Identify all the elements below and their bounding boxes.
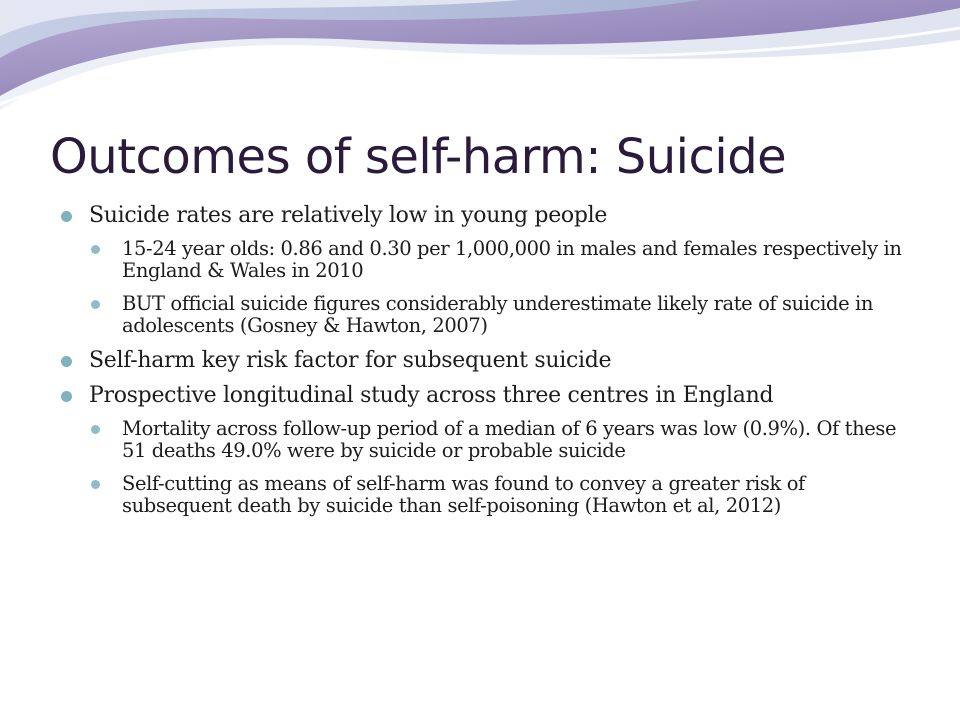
sub-bullet-item: [89, 473, 912, 517]
sub-bullet-dot-icon: [91, 245, 100, 254]
sub-bullet-text: Self-cutting as means of self-harm was found to convey a greater risk of subsequent death by suicide than self-poisoning (Hawton et al, 2012): [122, 472, 805, 517]
bullet-list: [58, 203, 918, 528]
sub-bullet-item: [89, 238, 912, 282]
bullet-text: Self-harm key risk factor for subsequent suicide: [89, 348, 612, 373]
sub-bullet-dot-icon: [91, 480, 100, 489]
sub-bullet-item: [89, 293, 912, 337]
sub-bullet-text: 15-24 year olds: 0.86 and 0.30 per 1,000,000 in males and females respectively in England & Wales in 2010: [122, 237, 902, 282]
sub-bullet-text: BUT official suicide figures considerably underestimate likely rate of suicide in adolescents (Gosney & Hawton, 2007): [122, 292, 874, 337]
sub-bullet-list: [89, 238, 918, 337]
sub-bullet-dot-icon: [91, 300, 100, 309]
sub-bullet-list: [89, 418, 918, 517]
bullet-text: Prospective longitudinal study across three centres in England: [89, 383, 774, 408]
bullet-item: [58, 348, 918, 373]
bullet-item: [58, 203, 918, 337]
bullet-dot-icon: [61, 391, 72, 402]
sub-bullet-item: [89, 418, 912, 462]
sub-bullet-text: Mortality across follow-up period of a median of 6 years was low (0.9%). Of these 51 deaths 49.0% were by suicide or probable suicide: [122, 417, 897, 462]
bullet-item: [58, 383, 918, 517]
sub-bullet-dot-icon: [91, 425, 100, 434]
bullet-dot-icon: [61, 211, 72, 222]
slide-title: Outcomes of self-harm: Suicide: [50, 129, 787, 185]
bullet-text: Suicide rates are relatively low in young people: [89, 203, 608, 228]
bullet-dot-icon: [61, 356, 72, 367]
